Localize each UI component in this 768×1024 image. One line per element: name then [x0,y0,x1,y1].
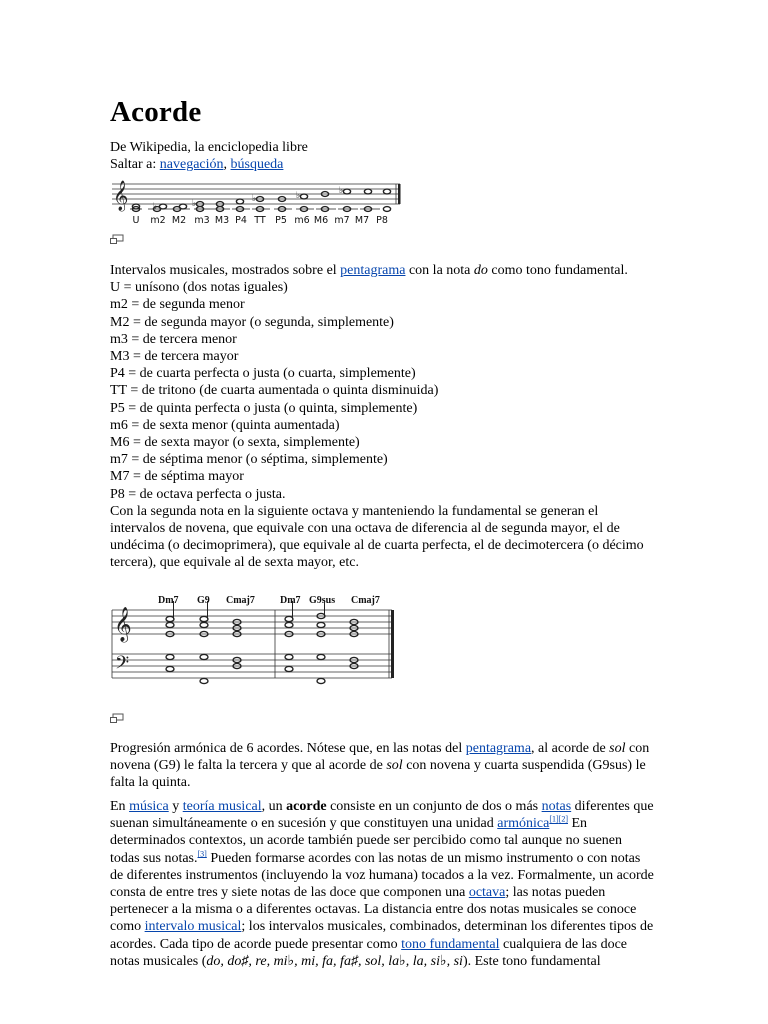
body-text: diferentes que suenan simultáneamente o en sucesión y que constituyen una unidad [110,799,654,832]
caption-text: Intervalos musicales, mostrados sobre el [110,263,341,278]
bold-term: acorde [286,799,327,814]
interval-line: m6 = de sexta menor (quinta aumentada) [110,417,340,433]
flat-sign-icon: ♭ [252,194,257,204]
notas-link[interactable]: notas [541,799,572,814]
interval-label: M3 [214,215,230,226]
caption-emphasis: do [473,263,488,278]
jump-navigation-link[interactable]: navegación [159,157,224,172]
interval-label: P8 [376,215,388,226]
caption-text: con novena (G9) le falta la tercera y que al acorde de [110,741,650,774]
magnify-icon[interactable] [110,713,124,726]
note-list: do, do♯, re, mi♭, mi, fa, fa♯, sol, la♭, la, si♭, si [206,953,463,969]
image-caption-intervals [110,262,655,572]
chord-name: G9 [197,595,210,606]
page-title: Acorde [110,96,202,128]
magnify-icon[interactable] [110,234,124,247]
interval-staff-image[interactable] [110,178,405,226]
interval-line: P5 = de quinta perfecta o justa (o quinta, simplemente) [110,400,418,416]
octava-link[interactable]: octava [468,885,506,901]
reference-link[interactable]: [2] [558,814,568,824]
interval-line: TT = de tritono (de cuarta aumentada o quinta disminuida) [110,383,439,399]
caption-text: , al acorde de [531,741,610,756]
caption-intro [110,262,655,279]
body-text: ; las notas pueden pertenecer a la misma o a diferentes octavas. La distancia entre dos notas musicales se conoce como [110,885,637,935]
interval-line: M7 = de séptima mayor [110,469,244,485]
interval-label: m2 [150,215,166,226]
article-paragraph [110,798,655,970]
body-text: , un [261,799,287,814]
interval-line: P8 = de octava perfecta o justa. [110,486,286,502]
chord-name: Dm7 [280,595,301,606]
pentagrama-link[interactable]: pentagrama [340,263,406,278]
interval-label: P4 [235,215,247,226]
interval-label: m7 [334,215,350,226]
interval-label: m3 [194,215,210,226]
caption-text: con la nota [405,263,474,278]
interval-notes [130,189,391,211]
interval-line: M2 = de segunda mayor (o segunda, simplemente) [110,314,394,330]
interval-line: m3 = de tercera menor [110,331,237,347]
flat-sign-icon: ♭ [153,202,158,212]
image-caption-progression [110,740,655,792]
jump-prefix: Saltar a: [110,157,160,172]
final-barline [391,610,394,678]
interval-line: U = unísono (dos notas iguales) [110,280,288,296]
body-text: En [110,799,130,814]
intervalo-musical-link[interactable]: intervalo musical [144,919,242,935]
pentagrama-link[interactable]: pentagrama [465,741,532,756]
interval-label: m6 [294,215,310,226]
interval-label: M2 [171,215,187,226]
chord-name: Cmaj7 [226,595,255,606]
interval-line: M6 = de sexta mayor (o sexta, simplemente) [110,435,360,451]
interval-label: M6 [313,215,329,226]
interval-line: M3 = de tercera mayor [110,349,239,365]
teoria-musical-link[interactable]: teoría musical [182,799,262,814]
reference-link[interactable]: [3] [197,848,207,858]
chord-name: G9sus [309,595,336,606]
treble-clef-icon: 𝄞 [114,607,132,642]
interval-label: U [132,215,140,226]
body-text: En determinados contextos, un acorde también puede ser percibido como tal aunque no suenen todas sus notas. [110,816,622,866]
body-text: y [168,799,183,814]
final-barline [398,184,401,204]
interval-label: P5 [275,215,287,226]
caption-emphasis: sol [609,741,626,756]
flat-sign-icon: ♭ [339,186,344,196]
interval-labels [133,215,388,226]
subtitle-text: De Wikipedia, la enciclopedia libre [110,140,308,155]
body-text: Pueden formarse acordes con las notas de un mismo instrumento o con notas de diferentes instrumentos (incluyendo la voz humana) tocados a la vez. Formalmente, un acorde consta de entre tres y siete notas de las doce que componen una [110,850,654,901]
interval-label: TT [254,215,266,226]
chord-notes [166,613,358,683]
interval-line: P4 = de cuarta perfecta o justa (o cuarta, simplemente) [110,366,416,382]
interval-line: m2 = de segunda menor [110,297,245,313]
armonica-link[interactable]: armónica [497,816,550,832]
chord-names [158,595,380,606]
body-text: consiste en un conjunto de dos o más [326,799,542,814]
flat-sign-icon: ♭ [296,191,301,201]
caption-text: como tono fundamental. [487,263,628,278]
caption-text: con novena y cuarta suspendida (G9sus) le falta la quinta. [110,758,646,791]
body-text: ). Este tono fundamental [462,953,601,969]
jump-separator: , [223,157,231,172]
bass-clef-icon: 𝄢 [115,653,130,678]
body-text: cualquiera de las doce notas musicales ( [110,936,628,969]
caption-extra: Con la segunda nota en la siguiente octava y manteniendo la fundamental se generan el intervalos de novena, que equivale con una octava de diferencia al de segunda mayor, el de undécima (o decimoprimera), que equivale al de cuarta perfecta, el de decimotercera (o décimo tercera), que equivale al de sexta mayor, etc. [110,503,644,571]
treble-clef-icon: 𝄞 [113,181,129,211]
interval-label: M7 [354,215,370,226]
chord-progression-image[interactable] [110,592,400,688]
jump-search-link[interactable]: búsqueda [230,157,284,172]
site-subtitle [110,139,308,173]
musica-link[interactable]: música [129,799,169,814]
reference-link[interactable]: [1] [549,814,559,824]
chord-name: Dm7 [158,595,179,606]
caption-text: Progresión armónica de 6 acordes. Nótese que, en las notas del [110,741,466,756]
flat-sign-icon: ♭ [192,199,197,209]
interval-line: m7 = de séptima menor (o séptima, simplemente) [110,452,388,468]
tono-fundamental-link[interactable]: tono fundamental [401,936,500,952]
body-text: ; los intervalos musicales, combinados, determinan los diferentes tipos de acordes. Cada tipo de acorde puede presentar como [110,919,654,952]
jump-links [110,156,308,173]
caption-emphasis: sol [386,758,403,774]
chord-name: Cmaj7 [351,595,380,606]
